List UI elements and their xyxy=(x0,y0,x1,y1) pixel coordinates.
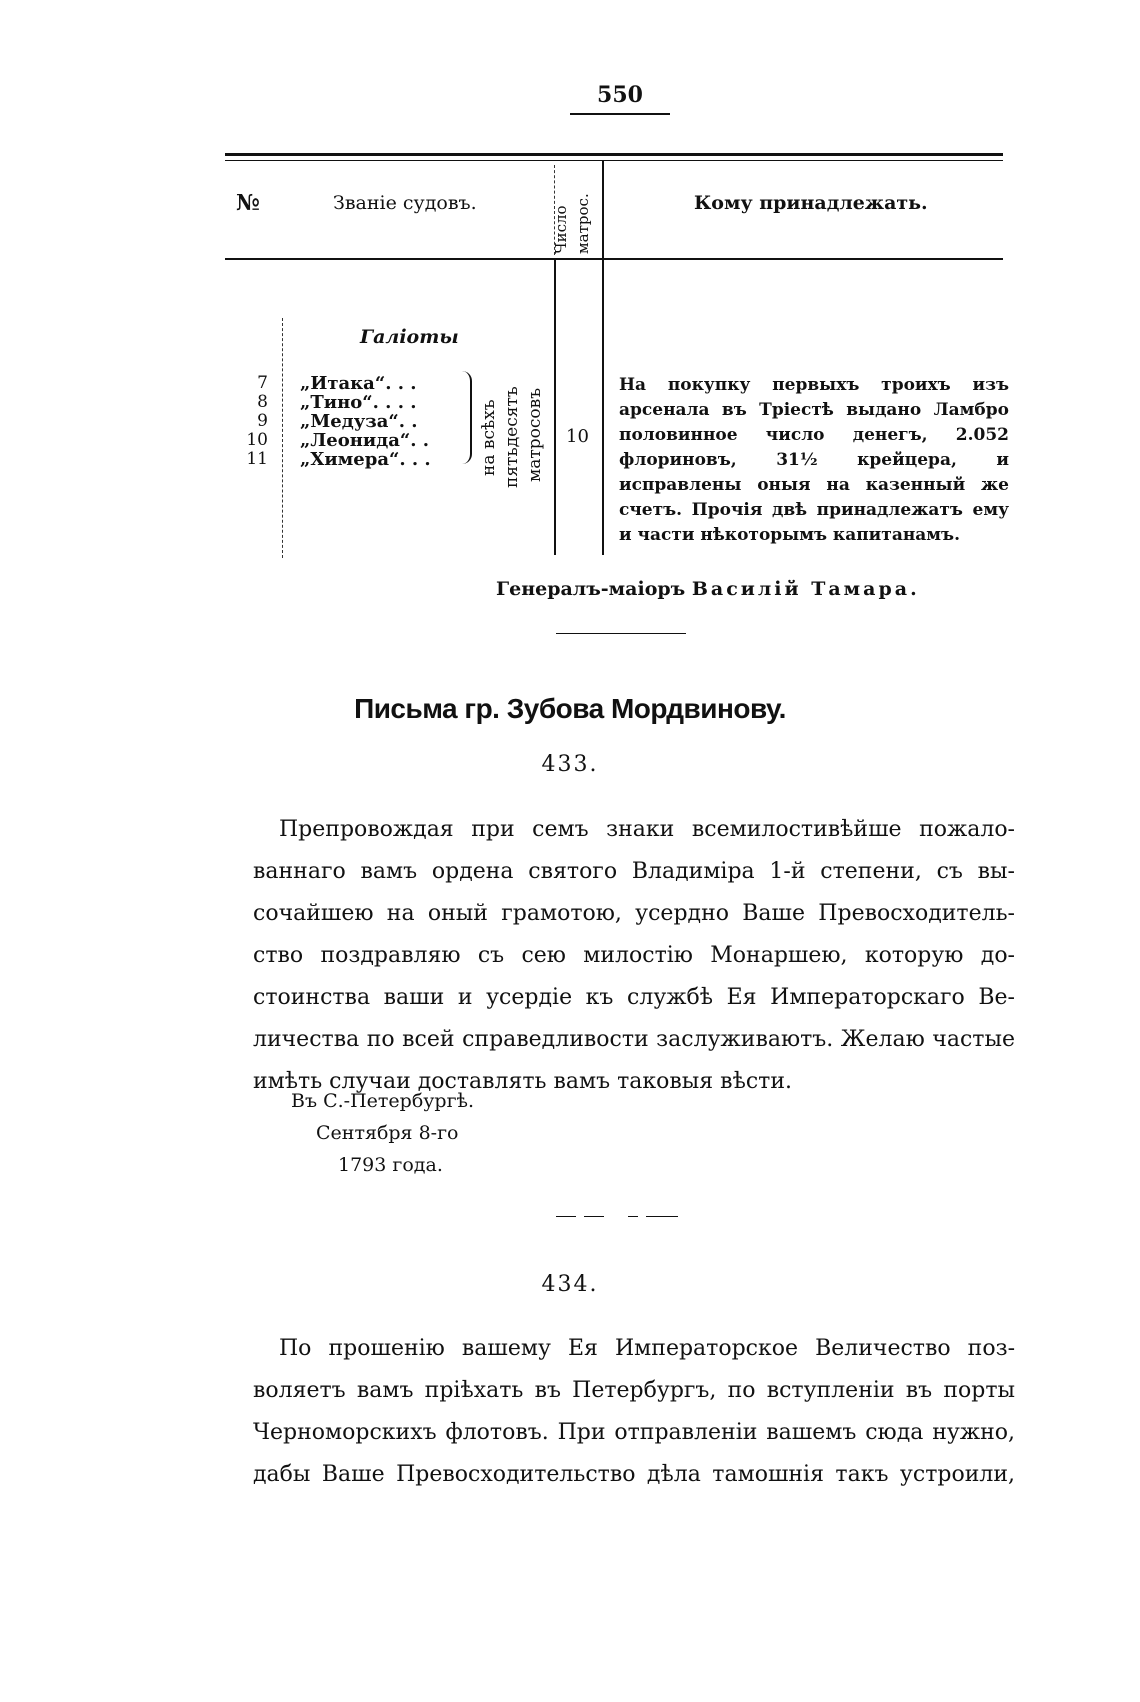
letter-line: Препровождая при семъ знаки всемилостивѣйше пожало- xyxy=(279,817,1015,842)
crew-note-2: пятьдесятъ xyxy=(502,386,522,488)
letter-line: воляетъ вамъ пріѣхать въ Петербургъ, по вступленіи въ порты xyxy=(253,1378,1015,1403)
separator xyxy=(628,1216,638,1217)
separator xyxy=(556,1216,576,1217)
table-top-rule-thin xyxy=(225,160,1003,161)
signature-rank: Генералъ-маіоръ xyxy=(496,578,686,600)
crew-count: 10 xyxy=(566,426,589,447)
table-column-divider-number xyxy=(282,318,283,558)
rows-brace xyxy=(460,371,472,464)
table-column-divider-crew xyxy=(554,258,556,555)
letter-place: Въ С.-Петербургѣ. xyxy=(291,1090,475,1112)
table-header-rule xyxy=(225,258,1003,260)
signature-name: Василій Тамара. xyxy=(691,578,920,600)
letter-year: 1793 года. xyxy=(338,1154,443,1176)
vessel-name: „Тино“. . . . xyxy=(300,392,417,413)
page-number-rule xyxy=(570,113,670,115)
row-number: 9 xyxy=(257,411,268,431)
letter-line: сочайшею на оный грамотою, усердно Ваше Превосходитель- xyxy=(253,901,1015,926)
row-number: 8 xyxy=(257,392,268,412)
letter-number: 434. xyxy=(541,1272,599,1297)
separator xyxy=(556,633,686,634)
row-number: 7 xyxy=(257,373,268,393)
section-title: Письма гр. Зубова Мордвинову. xyxy=(354,693,786,724)
vessel-name: „Медуза“. . xyxy=(300,411,418,432)
letter-line: ваннаго вамъ ордена святого Владиміра 1-й степени, съ вы- xyxy=(253,859,1015,884)
separator xyxy=(646,1216,678,1217)
letter-line: имѣть случаи доставлять вамъ таковыя вѣсти. xyxy=(253,1069,792,1094)
letter-line: стоинства ваши и усердіе къ службѣ Ея Императорскаго Ве- xyxy=(253,985,1015,1010)
header-owner: Кому принадлежать. xyxy=(694,192,928,214)
separator xyxy=(584,1216,604,1217)
letter-line: По прошенію вашему Ея Императорское Величество поз- xyxy=(279,1336,1015,1361)
letter-date: Сентября 8-го xyxy=(316,1122,459,1144)
letter-number: 433. xyxy=(541,752,599,777)
vessel-name: „Итака“. . . xyxy=(300,373,417,394)
crew-note-1: на всѣхъ xyxy=(479,399,499,476)
owner-note: На покупку первыхъ троихъ изъ арсенала въ Тріестѣ выдано Ламбро половинное число денегъ, 2.052 флориновъ, 31½ крейцера, и исправлены оныя на казенный же счетъ. Прочія двѣ принадлежатъ ему и части нѣкоторымъ капитанамъ. xyxy=(619,375,1009,545)
table-column-divider-owner xyxy=(602,160,604,555)
letter-line: личества по всей справедливости заслуживаютъ. Желаю частые xyxy=(253,1027,1015,1052)
letter-body xyxy=(253,1328,1015,1496)
section-heading: Галіоты xyxy=(360,326,459,348)
crew-note-3: матросовъ xyxy=(525,387,545,482)
header-number: № xyxy=(236,190,260,216)
table-top-rule xyxy=(225,153,1003,156)
signature xyxy=(496,578,920,600)
vessel-name: „Леонида“. . xyxy=(300,430,430,451)
header-vessel: Званіе судовъ. xyxy=(333,192,477,214)
row-number: 10 xyxy=(246,430,268,450)
letter-line: ство поздравляю съ сею милостію Монаршею, которую до- xyxy=(253,943,1015,968)
letter-line: Черноморскихъ флотовъ. При отправленіи вашемъ сюда нужно, xyxy=(253,1420,1015,1445)
page-number: 550 xyxy=(597,82,643,108)
letter-body xyxy=(253,809,1015,1103)
header-crew: Число матрос. xyxy=(552,193,592,254)
row-number: 11 xyxy=(246,449,268,469)
letter-line: дабы Ваше Превосходительство дѣла тамошнія такъ устроили, xyxy=(253,1462,1015,1487)
vessel-name: „Химера“. . . xyxy=(300,449,431,470)
